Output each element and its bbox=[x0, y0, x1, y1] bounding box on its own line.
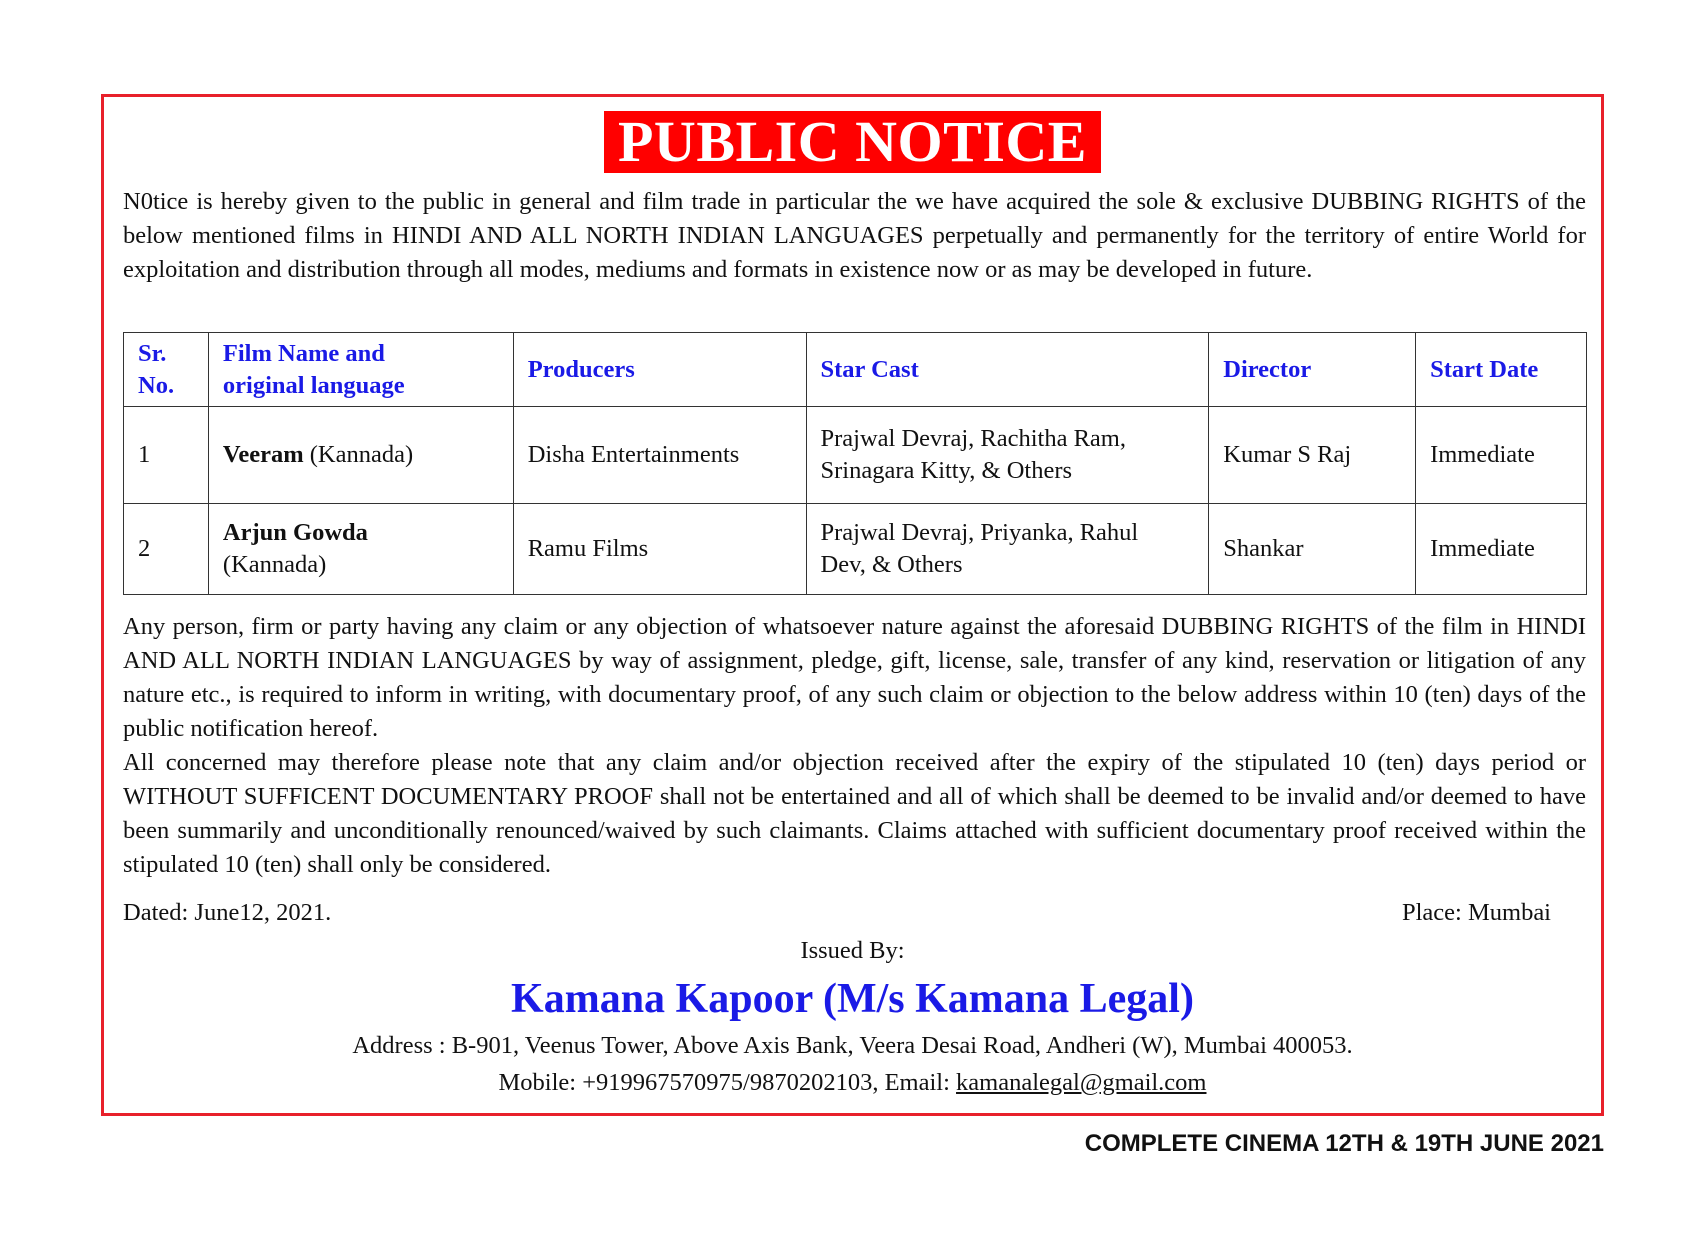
header-sr-line1: Sr. bbox=[138, 339, 167, 367]
table-row bbox=[124, 407, 1587, 504]
films-table bbox=[123, 332, 1587, 595]
issuer-address: Address : B-901, Veenus Tower, Above Axis Bank, Veera Desai Road, Andheri (W), Mumbai 400053. bbox=[352, 1032, 1353, 1059]
cell-producers: Ramu Films bbox=[513, 504, 806, 595]
claim-paragraph: Any person, firm or party having any claim or any objection of whatsoever nature against the aforesaid DUBBING RIGHTS of the film in HINDI AND ALL NORTH INDIAN LANGUAGES by way of assignment, pledge, gift, license, sale, transfer of any kind, reservation or litigation of any nature etc., is required to inform in writing, with documentary proof, of any such claim or objection to the below address within 10 (ten) days of the public notification hereof. bbox=[123, 613, 1586, 742]
cell-star-cast bbox=[806, 504, 1209, 595]
publication-footer: COMPLETE CINEMA 12TH & 19TH JUNE 2021 bbox=[1084, 1130, 1604, 1157]
issuer-contact bbox=[104, 1069, 1601, 1097]
issued-by-label: Issued By: bbox=[800, 937, 905, 964]
table-header-row bbox=[124, 333, 1587, 407]
title-wrap bbox=[104, 111, 1601, 173]
header-start-date: Start Date bbox=[1416, 333, 1587, 407]
intro-paragraph: N0tice is hereby given to the public in general and film trade in particular the we have acquired the sole & exclusive DUBBING RIGHTS of the below mentioned films in HINDI AND ALL NORTH INDIAN LANGUAGES perpetually and permanently for the territory of entire World for exploitation and distribution through all modes, mediums and formats in existence now or as may be developed in future. bbox=[123, 188, 1586, 283]
place-line: Place: Mumbai bbox=[1401, 899, 1551, 926]
cell-film bbox=[208, 407, 513, 504]
notice-title: PUBLIC NOTICE bbox=[604, 111, 1101, 173]
cell-producers: Disha Entertainments bbox=[513, 407, 806, 504]
star-cast-line2: Dev, & Others bbox=[820, 551, 963, 578]
concern-paragraph: All concerned may therefore please note that any claim and/or objection received after the expiry of the stipulated 10 (ten) days period or WITHOUT SUFFICENT DOCUMENTARY PROOF shall not be entertained and all of which shall be deemed to be invalid and/or deemed to have been summarily and unconditionally renounced/waived by such claimants. Claims attached with sufficient documentary proof received within the stipulated 10 (ten) shall only be considered. bbox=[123, 749, 1586, 878]
cell-director: Kumar S Raj bbox=[1209, 407, 1416, 504]
contact-prefix: Mobile: +919967570975/9870202103, Email: bbox=[498, 1069, 957, 1096]
cell-director: Shankar bbox=[1209, 504, 1416, 595]
cell-film bbox=[208, 504, 513, 595]
cell-sr: 2 bbox=[124, 504, 209, 595]
issuer-name: Kamana Kapoor (M/s Kamana Legal) bbox=[511, 976, 1194, 1022]
header-sr-line2: No. bbox=[138, 371, 175, 399]
header-director: Director bbox=[1209, 333, 1416, 407]
film-language: (Kannada) bbox=[222, 551, 327, 578]
header-film-name bbox=[208, 333, 513, 407]
table-row bbox=[124, 504, 1587, 595]
film-name: Arjun Gowda bbox=[222, 519, 368, 546]
cell-star-cast bbox=[806, 407, 1209, 504]
cell-start-date: Immediate bbox=[1416, 504, 1587, 595]
header-sr-no bbox=[124, 333, 209, 407]
cell-start-date: Immediate bbox=[1416, 407, 1587, 504]
header-film-line2: original language bbox=[222, 371, 405, 399]
header-film-line1: Film Name and bbox=[222, 339, 385, 367]
header-star-cast: Star Cast bbox=[806, 333, 1209, 407]
film-name: Veeram bbox=[222, 441, 304, 468]
star-cast-line1: Prajwal Devraj, Priyanka, Rahul bbox=[820, 519, 1139, 546]
cell-sr: 1 bbox=[124, 407, 209, 504]
star-cast-line2: Srinagara Kitty, & Others bbox=[820, 457, 1073, 484]
header-producers: Producers bbox=[513, 333, 806, 407]
film-language: (Kannada) bbox=[309, 441, 414, 468]
dated-line: Dated: June12, 2021. bbox=[123, 899, 332, 926]
email-link[interactable]: kamanalegal@gmail.com bbox=[956, 1069, 1207, 1096]
star-cast-line1: Prajwal Devraj, Rachitha Ram, bbox=[820, 425, 1126, 452]
public-notice-box bbox=[101, 94, 1604, 1116]
